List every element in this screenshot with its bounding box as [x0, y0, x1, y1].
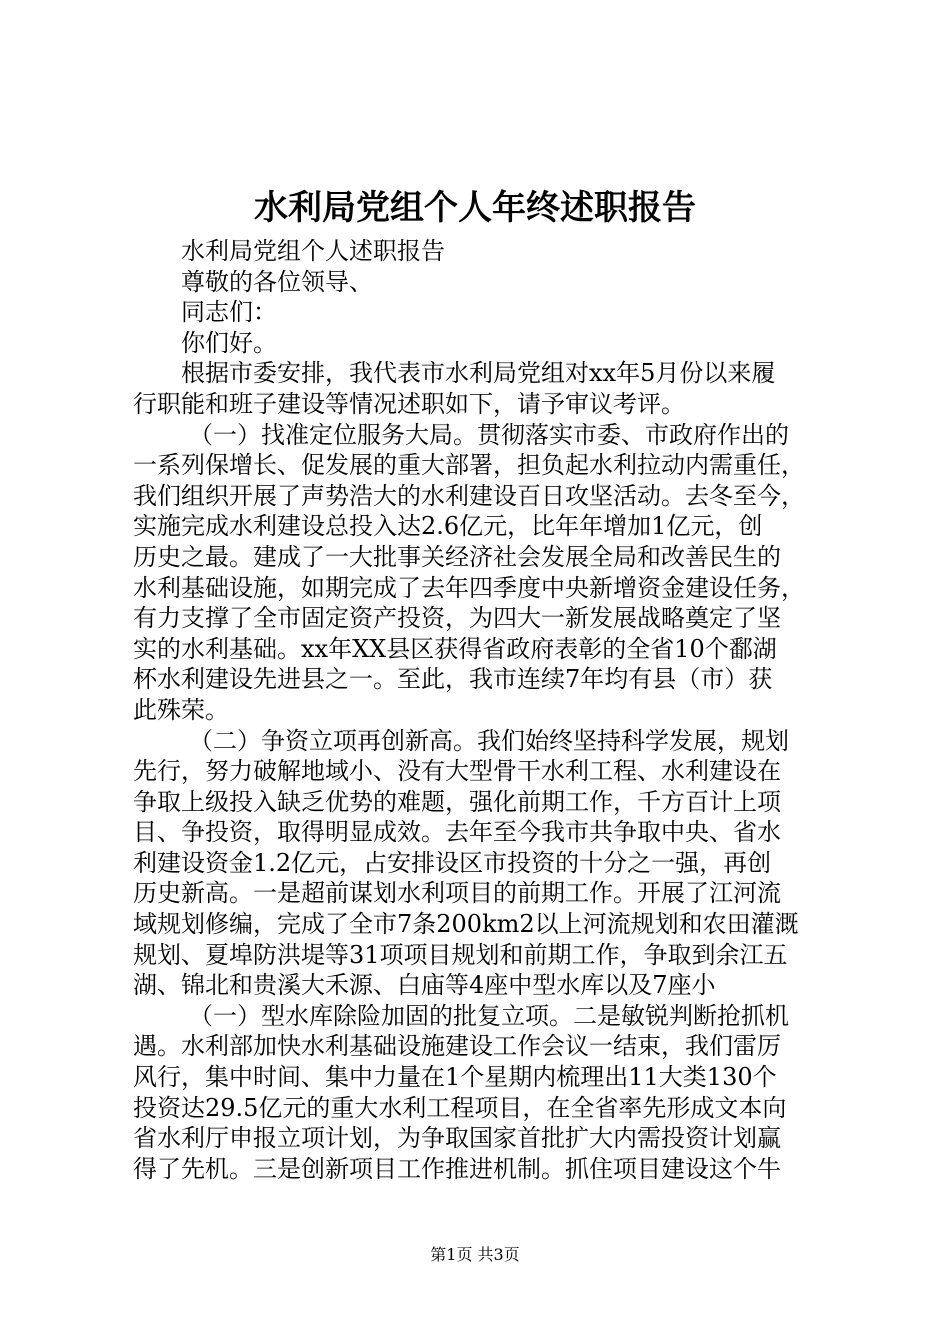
page-footer: 第1页 共3页	[430, 1245, 520, 1264]
text-line: 先行，努力破解地域小、没有大型骨干水利工程、水利建设在	[133, 757, 781, 786]
text-line: 域规划修编，完成了全市7条200km2以上河流规划和农田灌溉	[133, 910, 799, 939]
text-line: 遇。水利部加快水利基础设施建设工作会议一结束，我们雷厉	[133, 1032, 781, 1061]
text-line: 水利基础设施，如期完成了去年四季度中央新增资金建设任务，	[133, 573, 805, 602]
text-line: 根据市委安排，我代表市水利局党组对xx年5月份以来履	[181, 359, 776, 388]
text-line: 规划、夏埠防洪堤等31项项目规划和前期工作，争取到余江五	[133, 940, 788, 969]
text-line: （二）争资立项再创新高。我们始终坚持科学发展，规划	[189, 726, 789, 755]
text-line: 利建设资金1.2亿元，占安排设区市投资的十分之一强，再创	[133, 848, 772, 877]
text-line: 此殊荣。	[133, 695, 229, 724]
text-line: 投资达29.5亿元的重大水利工程项目，在全省率先形成文本向	[133, 1093, 787, 1122]
text-line: 历史之最。建成了一大批事关经济社会发展全局和改善民生的	[133, 542, 781, 571]
text-line: 得了先机。三是创新项目工作推进机制。抓住项目建设这个牛	[133, 1154, 781, 1183]
text-line: 争取上级投入缺乏优势的难题，强化前期工作，千方百计上项	[133, 787, 781, 816]
text-line: （一）找准定位服务大局。贯彻落实市委、市政府作出的	[189, 420, 789, 449]
text-line: 一系列保增长、促发展的重大部署，担负起水利拉动内需重任，	[133, 451, 805, 480]
document-title: 水利局党组个人年终述职报告	[254, 188, 696, 228]
text-line: 目、争投资，取得明显成效。去年至今我市共争取中央、省水	[133, 818, 781, 847]
text-line: 风行，集中时间、集中力量在1个星期内梳理出11大类130个	[133, 1063, 777, 1092]
text-line: （一）型水库除险加固的批复立项。二是敏锐判断抢抓机	[189, 1001, 789, 1030]
text-line: 省水利厅申报立项计划，为争取国家首批扩大内需投资计划赢	[133, 1124, 781, 1153]
text-line: 行职能和班子建设等情况述职如下，请予审议考评。	[133, 389, 685, 418]
text-line: 实施完成水利建设总投入达2.6亿元，比年年增加1亿元，创	[133, 512, 763, 541]
text-line: 湖、锦北和贵溪大禾源、白庙等4座中型水库以及7座小	[133, 971, 716, 1000]
text-line: 有力支撑了全市固定资产投资，为四大一新发展战略奠定了坚	[133, 604, 781, 633]
text-line: 你们好。	[181, 328, 277, 357]
text-line: 水利局党组个人述职报告	[181, 237, 445, 265]
text-line: 实的水利基础。xx年XX县区获得省政府表彰的全省10个鄱湖	[133, 634, 777, 663]
text-line: 历史新高。一是超前谋划水利项目的前期工作。开展了江河流	[133, 879, 781, 908]
document-body	[133, 236, 833, 1184]
text-line: 杯水利建设先进县之一。至此，我市连续7年均有县（市）获	[133, 665, 773, 694]
text-line: 我们组织开展了声势浩大的水利建设百日攻坚活动。去冬至今，	[133, 481, 805, 510]
text-line: 尊敬的各位领导、	[181, 267, 373, 296]
text-line: 同志们：	[181, 298, 277, 327]
